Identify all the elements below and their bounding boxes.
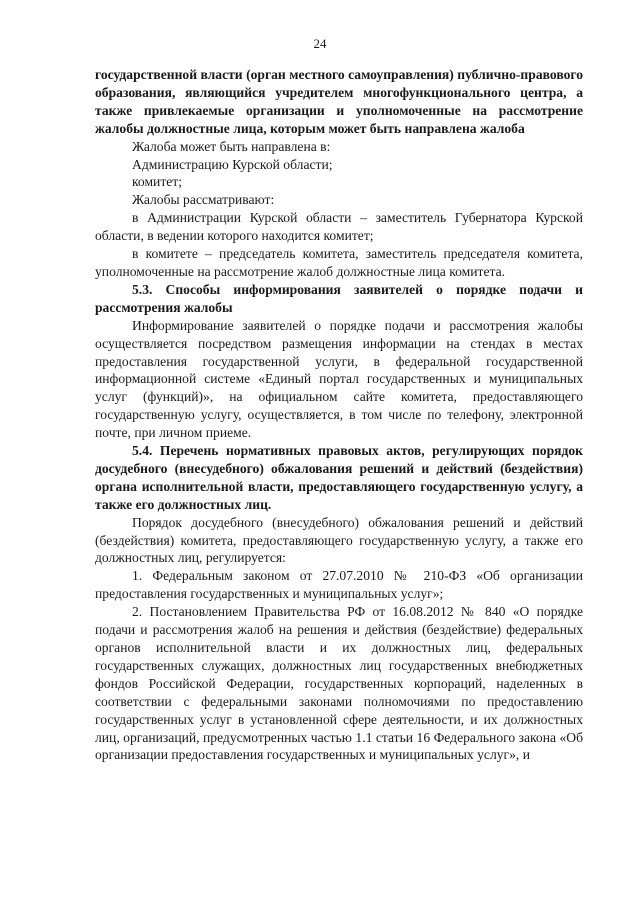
paragraph-committee-chairman: в комитете – председатель комитета, заместитель председателя комитета, уполномоченные на рассмотрение жалоб должностные лица комитета. bbox=[95, 246, 583, 279]
paragraph-complaint-bodies-continued: государственной власти (орган местного самоуправления) публично-правового образования, являющийся учредителем многофункционального центра, а также привлекаемые организации и уполномоченные на рассмотрение жалобы должностные лица, которым может быть направлена жалоба bbox=[95, 67, 583, 136]
section-heading-5-3: 5.3. Способы информирования заявителей о порядке подачи и рассмотрения жалобы bbox=[95, 281, 583, 315]
paragraph-committee: комитет; bbox=[132, 174, 183, 190]
section-heading-5-4: 5.4. Перечень нормативных правовых актов, регулирующих порядок досудебного (внесудебного) обжалования решений и действий (бездействия) органа исполнительной власти, предоставляющего государственную услугу, а также его должностных лиц. bbox=[95, 443, 583, 512]
paragraph-appeal-procedure: Порядок досудебного (внесудебного) обжалования решений и действий (бездействия) комитета, предоставляющего государственную услугу, а также его должностных лиц, регулируется: bbox=[95, 514, 583, 566]
paragraph-administration: Администрацию Курской области; bbox=[132, 156, 333, 172]
page-number: 24 bbox=[313, 36, 327, 51]
list-item-federal-law: 1. Федеральным законом от 27.07.2010 № 210-ФЗ «Об организации предоставления государственных и муниципальных услуг»; bbox=[95, 568, 583, 602]
page-body bbox=[95, 66, 583, 764]
paragraph-informing-applicants: Информирование заявителей о порядке подачи и рассмотрения жалобы осуществляется посредством размещения информации на стендах в местах предоставления государственной услуги, в федеральной государственной информационной системе «Единый портал государственных и муниципальных услуг (функций)», на официальном сайте комитета, предоставляющего государственную услугу, осуществляется, в том числе по телефону, электронной почте, при личном приеме. bbox=[95, 317, 583, 441]
list-item-government-decree: 2. Постановлением Правительства РФ от 16.08.2012 № 840 «О порядке подачи и рассмотрения жалоб на решения и действия (бездействие) федеральных органов исполнительной власти и их должностных лиц, федеральных государственных служащих, должностных лиц государственных внебюджетных фондов Российской Федерации, государственных корпораций, наделенных в соответствии с федеральными законами полномочиями по предоставлению государственных услуг в установленной сфере деятельности, и их должностных лиц, организаций, предусмотренных частью 1.1 статьи 16 Федерального закона «Об организации предоставления государственных и муниципальных услуг», и bbox=[95, 604, 583, 763]
paragraph-deputy-governor: в Администрации Курской области – заместитель Губернатора Курской области, в ведении которого находится комитет; bbox=[95, 210, 583, 244]
paragraph-complaint-may-be-sent: Жалоба может быть направлена в: bbox=[132, 138, 331, 154]
paragraph-complaints-reviewed-by: Жалобы рассматривают: bbox=[132, 192, 275, 208]
